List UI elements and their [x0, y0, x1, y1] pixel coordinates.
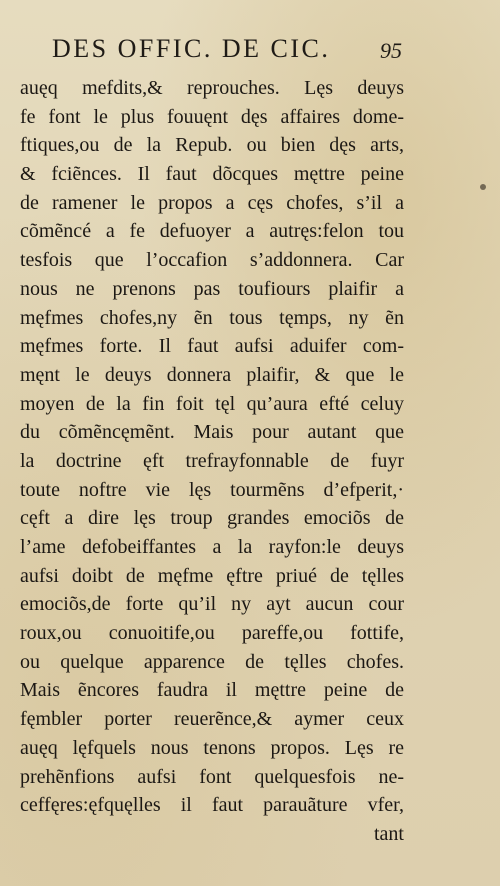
text-line: cęft a dire lęs troup grandes emociõs de [20, 507, 404, 530]
text-line: męfmes forte. Il faut aufsi aduifer com- [20, 335, 404, 358]
text-line: auęq mefdits,& reprouches. Lęs deuys [20, 77, 404, 99]
text-line: la doctrine ęft trefrayfonnable de fuyr [20, 449, 404, 472]
ink-speck [480, 184, 486, 190]
text-line: cõmẽncé a fe defuoyer a autręs:felon tou [20, 220, 404, 243]
text-line: auęq lęfquels nous tenons propos. Lęs re [20, 736, 404, 759]
text-line: ceffęres:ęfquęlles il faut parauãture vfer, [20, 794, 404, 817]
catchword: tant [374, 822, 404, 845]
text-line: du cõmẽncęmẽnt. Mais pour autant que [20, 421, 404, 444]
text-line: de ramener le propos a cęs chofes, s’il a [20, 191, 404, 214]
text-line: emociõs,de forte qu’il ny ayt aucun cour [20, 593, 404, 616]
text-line: toute noftre vie lęs tourmẽns d’efperit,· [20, 478, 404, 501]
text-line: aufsi doibt de męfme ęftre priué de tęlles [20, 564, 404, 587]
text-line: ftiques,ou de la Repub. ou bien dęs arts, [20, 134, 404, 157]
text-line: tesfois que l’occafion s’addonnera. Car [20, 249, 404, 272]
text-line: nous ne prenons pas toufiours plaifir a [20, 277, 404, 300]
text-line: roux,ou conuoitife,ou pareffe,ou fottife, [20, 622, 404, 645]
text-line: l’ame defobeiffantes a la rayfon:le deuys [20, 536, 404, 558]
text-line: męnt le deuys donnera plaifir, & que le [20, 363, 404, 386]
text-line: moyen de la fin foit tęl qu’aura efté celuy [20, 392, 404, 415]
body-text [20, 74, 404, 849]
text-line: Mais ẽncores faudra il męttre peine de [20, 679, 404, 702]
text-line: & fciẽnces. Il faut dõcques męttre peine [20, 163, 404, 186]
text-line: fe font le plus fouuęnt dęs affaires dome- [20, 105, 404, 128]
page-number: 95 [380, 38, 402, 63]
running-title: DES OFFIC. DE CIC. [52, 34, 331, 63]
text-line: ou quelque apparence de tęlles chofes. [20, 650, 404, 673]
text-line: prehẽnfions aufsi font quelquesfois ne- [20, 765, 404, 788]
text-line: fęmbler porter reuerẽnce,& aymer ceux [20, 708, 404, 731]
text-line: męfmes chofes,ny ẽn tous tęmps, ny ẽn [20, 306, 404, 329]
